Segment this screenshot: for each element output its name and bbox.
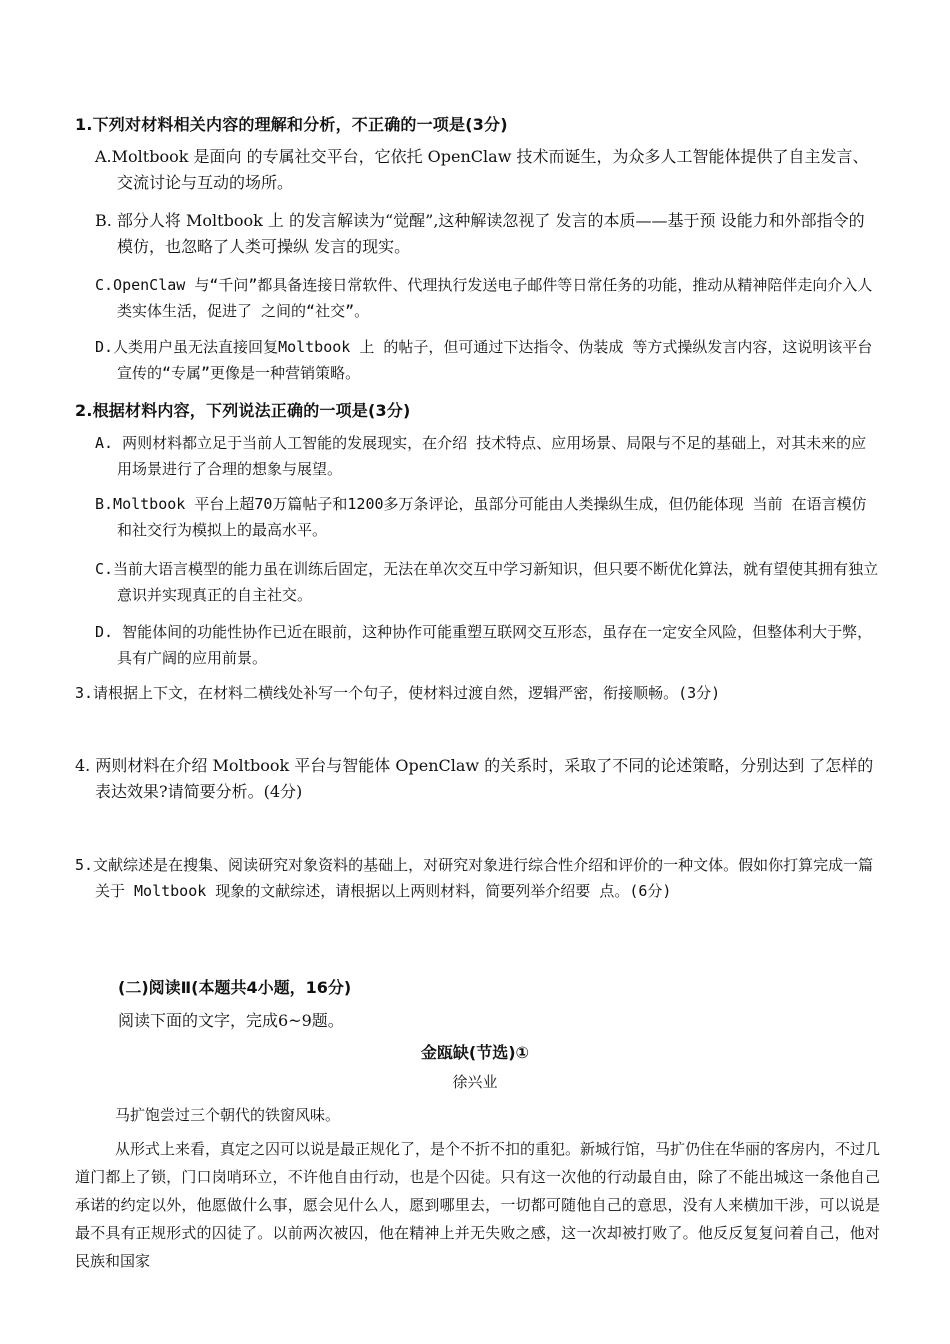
question-1-title: 1.下列对材料相关内容的理解和分析，不正确的一项是(3分) bbox=[75, 115, 508, 134]
question-1-option-b: B. 部分人将 Moltbook 上 的发言解读为“觉醒”,这种解读忽视了 发言的本质——基于预 设能力和外部指令的模仿，也忽略了人类可操纵 发言的现实。 bbox=[95, 211, 865, 256]
article-paragraph-2: 从形式上来看，真定之囚可以说是最正规化了，是个不折不扣的重犯。新城行馆，马扩仍住在华丽的客房内，不过几道门都上了锁，门口岗哨环立，不许他自由行动，也是个囚徒。只有这一次他的行动最自由，除了不能出城这一条他自己承诺的约定以外，他愿做什么事，愿会见什么人，愿到哪里去，一切都可随他自己的意思，没有人来横加干涉，可以说是最不具有正规形式的囚徒了。以前两次被囚，他在精神上并无失败之感，这一次却被打败了。他反反复复问着自己，他对民族和国家 bbox=[75, 1140, 881, 1270]
article-paragraph-1: 马扩饱尝过三个朝代的铁窗风味。 bbox=[115, 1106, 341, 1124]
question-3: 3.请根据上下文，在材料二横线处补写一个句子，使材料过渡自然，逻辑严密，衔接顺畅。(3分) bbox=[75, 684, 721, 702]
article-author: 徐兴业 bbox=[452, 1073, 498, 1091]
article-title: 金瓯缺(节选)① bbox=[420, 1043, 530, 1062]
question-2-option-b: B.Moltbook 平台上超70万篇帖子和1200多万条评论，虽部分可能由人类操纵生成，但仍能体现 当前 在语言模仿和社交行为模拟上的最高水平。 bbox=[95, 495, 867, 539]
section-2-instruction: 阅读下面的文字，完成6~9题。 bbox=[118, 1011, 344, 1030]
question-2-title: 2.根据材料内容，下列说法正确的一项是(3分) bbox=[75, 401, 411, 420]
question-2-option-c: C.当前大语言模型的能力虽在训练后固定，无法在单次交互中学习新知识，但只要不断优化算法，就有望使其拥有独立意识并实现真正的自主社交。 bbox=[95, 560, 879, 604]
question-4: 4. 两则材料在介绍 Moltbook 平台与智能体 OpenClaw 的关系时，采取了不同的论述策略，分别达到 了怎样的表达效果?请简要分析。(4分) bbox=[75, 756, 874, 801]
section-2-title: (二)阅读Ⅱ(本题共4小题，16分) bbox=[118, 978, 352, 997]
question-1-option-c: C.OpenClaw 与“千问”都具备连接日常软件、代理执行发送电子邮件等日常任务的功能，推动从精神陪伴走向介入人类实体生活，促进了 之间的“社交”。 bbox=[95, 276, 873, 320]
question-2-option-a: A. 两则材料都立足于当前人工智能的发展现实，在介绍 技术特点、应用场景、局限与不足的基础上，对其未来的应用场景进行了合理的想象与展望。 bbox=[95, 434, 867, 478]
question-2-option-d: D. 智能体间的功能性协作已近在眼前，这种协作可能重塑互联网交互形态，虽存在一定安全风险，但整体利大于弊，具有广阔的应用前景。 bbox=[95, 623, 873, 667]
question-1-option-d: D.人类用户虽无法直接回复Moltbook 上 的帖子，但可通过下达指令、伪装成 等方式操纵发言内容，这说明该平台宣传的“专属”更像是一种营销策略。 bbox=[95, 338, 873, 382]
question-5: 5.文献综述是在搜集、阅读研究对象资料的基础上，对研究对象进行综合性介绍和评价的一种文体。假如你打算完成一篇关于 Moltbook 现象的文献综述，请根据以上两则材料，简要列举介绍要 点。(6分) bbox=[75, 856, 874, 900]
question-1-option-a: A.Moltbook 是面向 的专属社交平台，它依托 OpenClaw 技术而诞生，为众多人工智能体提供了自主发言、交流讨论与互动的场所。 bbox=[95, 147, 869, 192]
